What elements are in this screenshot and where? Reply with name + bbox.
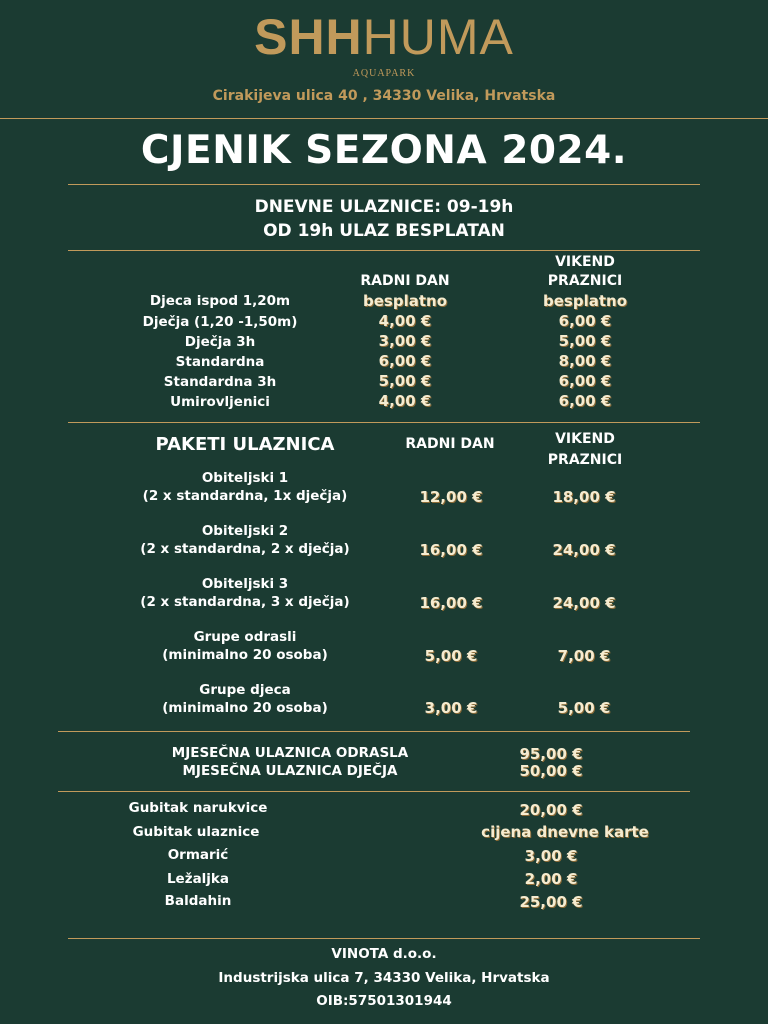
daily-divider: [68, 250, 700, 251]
ticket-row-weekday: 4,00 €: [378, 312, 432, 330]
ticket-row-weekend: 6,00 €: [558, 372, 612, 390]
package-name: Obiteljski 3: [201, 576, 289, 592]
ticket-row-label: Standardna: [175, 354, 265, 370]
package-desc: (2 x standardna, 1x dječja): [142, 488, 348, 504]
ticket-row-weekend: 5,00 €: [558, 332, 612, 350]
ticket-row-label: Standardna 3h: [163, 374, 277, 390]
package-weekday: 16,00 €: [419, 541, 483, 559]
extra-price: 25,00 €: [519, 893, 583, 911]
ticket-row-label: Umirovljenici: [170, 394, 270, 410]
package-weekday: 3,00 €: [424, 699, 478, 717]
package-name: Grupe djeca: [199, 682, 291, 698]
package-desc: (minimalno 20 osoba): [162, 647, 328, 663]
extra-price: 3,00 €: [524, 847, 578, 865]
ticket-row-weekday: 4,00 €: [378, 392, 432, 410]
package-weekend: 24,00 €: [552, 594, 616, 612]
ticket-row-weekend: 6,00 €: [558, 312, 612, 330]
extra-price: cijena dnevne karte: [481, 823, 649, 841]
tickets-divider: [68, 422, 700, 423]
package-weekend: 5,00 €: [557, 699, 611, 717]
monthly-divider: [58, 791, 690, 792]
title-divider: [68, 184, 700, 185]
extras-divider: [68, 938, 700, 939]
ticket-row-weekend: besplatno: [543, 292, 627, 310]
packages-title: PAKETI ULAZNICA: [155, 434, 335, 455]
ticket-row-weekday: 3,00 €: [378, 332, 432, 350]
monthly-label: MJESEČNA ULAZNICA ODRASLA: [171, 745, 409, 761]
package-name: Grupe odrasli: [193, 629, 297, 645]
extra-label: Ležaljka: [166, 871, 230, 887]
footer-company: VINOTA d.o.o.: [331, 946, 437, 962]
footer-address: Industrijska ulica 7, 34330 Velika, Hrvatska: [218, 970, 550, 986]
package-name: Obiteljski 2: [201, 523, 289, 539]
ticket-row-weekday: besplatno: [363, 292, 447, 310]
ticket-row-weekend: 6,00 €: [558, 392, 612, 410]
packages-col-weekend-2: PRAZNICI: [547, 452, 623, 468]
ticket-row-label: Djeca ispod 1,20m: [149, 293, 291, 309]
daily-hours: DNEVNE ULAZNICE: 09-19h: [254, 197, 514, 217]
page-title: CJENIK SEZONA 2024.: [140, 128, 628, 173]
ticket-row-label: Dječja 3h: [184, 334, 256, 350]
logo-subtitle: AQUAPARK: [352, 68, 416, 79]
ticket-row-weekday: 5,00 €: [378, 372, 432, 390]
extra-label: Gubitak narukvice: [128, 800, 268, 816]
package-weekend: 24,00 €: [552, 541, 616, 559]
packages-col-weekday: RADNI DAN: [405, 436, 495, 452]
logo: [0, 8, 768, 66]
package-name: Obiteljski 1: [201, 470, 289, 486]
package-weekday: 16,00 €: [419, 594, 483, 612]
monthly-price: 95,00 €: [519, 745, 583, 763]
logo-bold-text: SHH: [254, 9, 363, 65]
ticket-row-weekend: 8,00 €: [558, 352, 612, 370]
package-desc: (minimalno 20 osoba): [162, 700, 328, 716]
monthly-price: 50,00 €: [519, 762, 583, 780]
package-weekday: 12,00 €: [419, 488, 483, 506]
ticket-row-label: Dječja (1,20 -1,50m): [142, 314, 298, 330]
package-weekend: 18,00 €: [552, 488, 616, 506]
package-desc: (2 x standardna, 2 x dječja): [140, 541, 350, 557]
package-desc: (2 x standardna, 3 x dječja): [140, 594, 350, 610]
packages-col-weekend-1: VIKEND: [555, 431, 615, 447]
extra-label: Ormarić: [167, 847, 229, 863]
tickets-col-weekday: RADNI DAN: [360, 273, 450, 289]
free-entry-note: OD 19h ULAZ BESPLATAN: [263, 221, 505, 241]
ticket-row-weekday: 6,00 €: [378, 352, 432, 370]
tickets-col-weekend-1: VIKEND: [555, 254, 615, 270]
monthly-label: MJESEČNA ULAZNICA DJEČJA: [182, 763, 398, 779]
extra-label: Gubitak ulaznice: [132, 824, 260, 840]
header-divider: [0, 118, 768, 119]
logo-thin-text: HUMA: [362, 9, 514, 65]
footer-oib: OIB:57501301944: [316, 993, 452, 1009]
package-weekend: 7,00 €: [557, 647, 611, 665]
tickets-col-weekend-2: PRAZNICI: [547, 273, 623, 289]
extra-price: 20,00 €: [519, 801, 583, 819]
venue-address: Cirakijeva ulica 40 , 34330 Velika, Hrvatska: [212, 88, 556, 104]
package-weekday: 5,00 €: [424, 647, 478, 665]
packages-divider: [58, 731, 690, 732]
extra-price: 2,00 €: [524, 870, 578, 888]
extra-label: Baldahin: [164, 893, 232, 909]
